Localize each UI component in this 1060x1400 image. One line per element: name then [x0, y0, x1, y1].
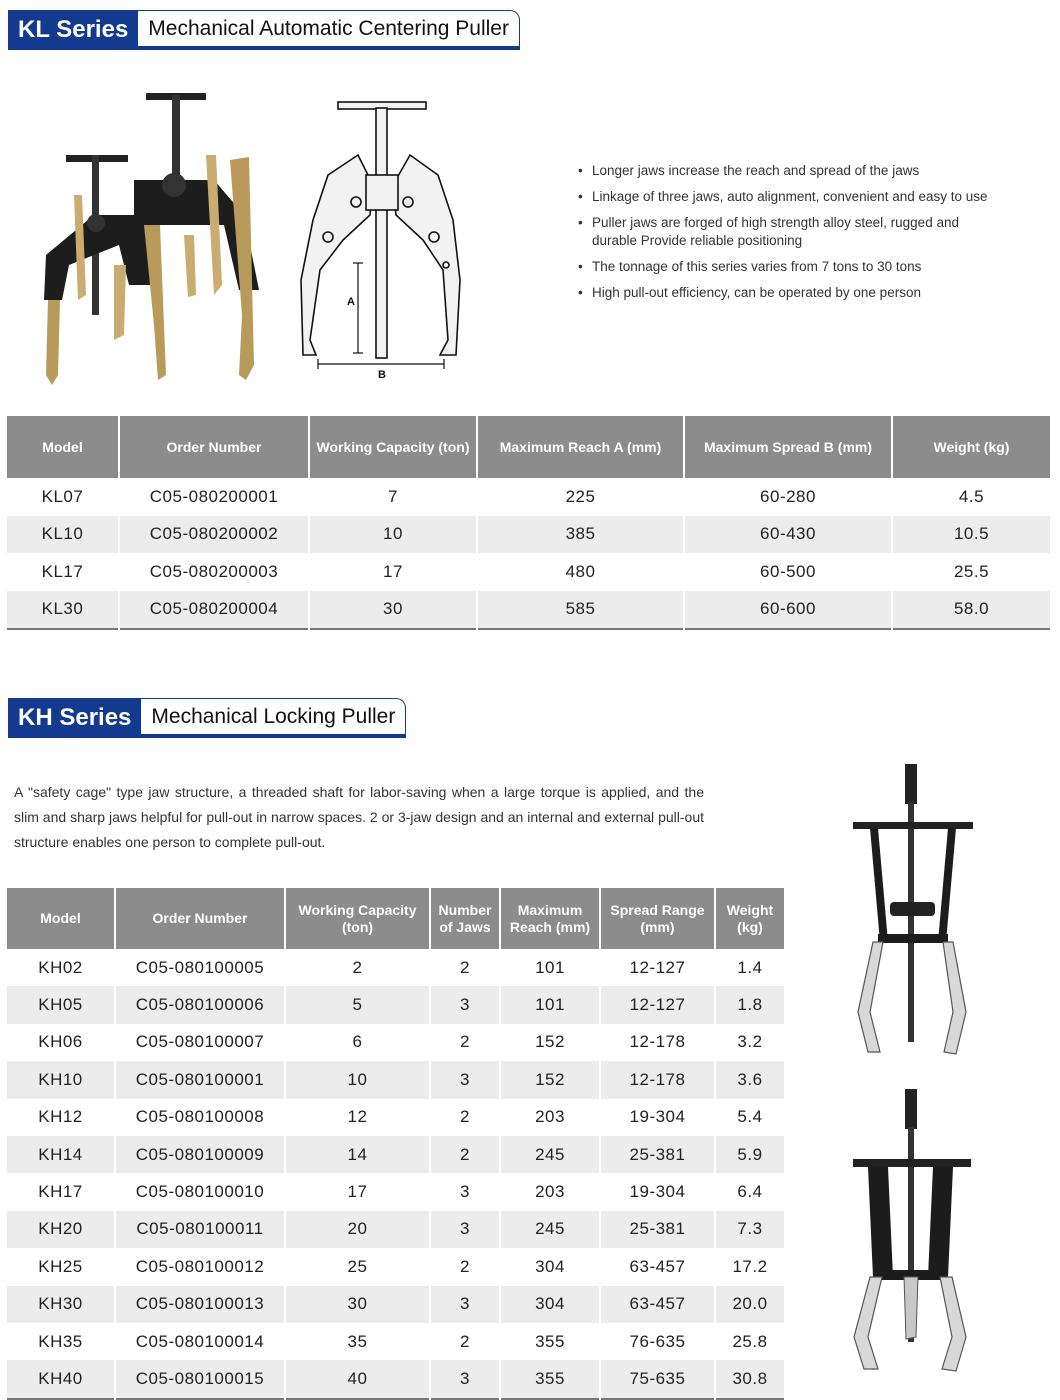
- kh-series-header: [8, 698, 406, 738]
- cell-spread: 19-304: [600, 1099, 715, 1136]
- col-header-capacity: Working Capacity (ton): [285, 888, 430, 949]
- table-row: [7, 1061, 784, 1098]
- cell-order-number: C05-080100001: [115, 1061, 285, 1098]
- cell-model: KL17: [7, 553, 119, 591]
- cell-weight: 20.0: [715, 1286, 784, 1323]
- kh-series-title: Mechanical Locking Puller: [141, 698, 406, 738]
- cell-reach: 152: [500, 1061, 600, 1098]
- cell-order-number: C05-080200002: [119, 516, 309, 554]
- cell-order-number: C05-080100013: [115, 1286, 285, 1323]
- cell-spread: 12-127: [600, 949, 715, 986]
- cell-weight: 5.9: [715, 1136, 784, 1173]
- cell-capacity: 30: [309, 591, 477, 630]
- kh-product-photo-two-jaw: [848, 762, 978, 1062]
- cell-model: KH30: [7, 1286, 115, 1323]
- cell-reach: 152: [500, 1024, 600, 1061]
- cell-weight: 17.2: [732, 1256, 768, 1276]
- cell-model: KH17: [7, 1173, 115, 1210]
- kl-series-title: Mechanical Automatic Centering Puller: [138, 10, 520, 50]
- cell-capacity: 40: [285, 1360, 430, 1398]
- cell-weight: 1.4: [737, 957, 763, 977]
- cell-spread: 12-178: [600, 1024, 715, 1061]
- cell-capacity: 17: [285, 1173, 430, 1210]
- cell-weight: 7.3: [715, 1211, 784, 1248]
- table-row: [7, 1211, 784, 1248]
- cell-jaws: 3: [430, 986, 500, 1023]
- cell-spread: 12-127: [600, 986, 715, 1023]
- cell-jaws: 2: [430, 1323, 500, 1360]
- cell-order-number: C05-080100005: [115, 949, 285, 986]
- cell-order-number: C05-080100015: [115, 1360, 285, 1398]
- cell-model: KH06: [7, 1024, 115, 1061]
- cell-model: KH35: [7, 1323, 115, 1360]
- cell-spread: 25-381: [600, 1136, 715, 1173]
- cell-order-number: C05-080200004: [119, 591, 309, 630]
- cell-capacity: 2: [285, 949, 430, 986]
- table-row: [7, 1286, 784, 1323]
- cell-spread: 76-635: [600, 1323, 715, 1360]
- cell-reach: 355: [500, 1323, 600, 1360]
- col-header-weight: Weight (kg): [892, 416, 1050, 478]
- col-header-reach: Maximum Reach A (mm): [477, 416, 684, 478]
- cell-weight: 3.2: [737, 1032, 763, 1052]
- cell-weight: 5.4: [737, 1107, 763, 1127]
- table-header-row: [7, 888, 784, 949]
- table-row: [7, 1360, 784, 1398]
- kl-series-tag: KL Series: [8, 10, 138, 50]
- cell-model: KH14: [7, 1136, 115, 1173]
- cell-weight: 3.6: [715, 1061, 784, 1098]
- kh-series-tag: KH Series: [8, 698, 141, 738]
- cell-capacity: 7: [309, 478, 477, 516]
- cell-jaws: 2: [430, 1024, 500, 1061]
- table-row: [7, 591, 1050, 630]
- cell-reach: 225: [477, 478, 684, 516]
- table-row: [7, 1099, 784, 1136]
- col-header-model: Model: [7, 888, 115, 949]
- cell-order-number: C05-080200003: [119, 553, 309, 591]
- cell-reach: 245: [500, 1211, 600, 1248]
- cell-weight: 10.5: [892, 516, 1050, 554]
- cell-jaws: 3: [430, 1061, 500, 1098]
- cell-reach: 480: [477, 553, 684, 591]
- cell-model: KH20: [7, 1211, 115, 1248]
- table-row: [7, 553, 1050, 591]
- cell-spread: 12-178: [600, 1061, 715, 1098]
- cell-capacity: 35: [285, 1323, 430, 1360]
- cell-order-number: C05-080100009: [115, 1136, 285, 1173]
- table-row: [7, 986, 784, 1023]
- cell-model: KH02: [7, 949, 115, 986]
- cell-capacity: 10: [285, 1061, 430, 1098]
- cell-capacity: 5: [285, 986, 430, 1023]
- col-header-spread: Maximum Spread B (mm): [684, 416, 892, 478]
- cell-capacity: 10: [309, 516, 477, 554]
- cell-spread: 60-600: [684, 591, 892, 630]
- table-row: [7, 1248, 784, 1285]
- cell-model: KH40: [7, 1360, 115, 1398]
- table-row: [7, 1323, 784, 1360]
- cell-spread: 25-381: [600, 1211, 715, 1248]
- table-row: [7, 1024, 784, 1061]
- cell-weight: 25.5: [953, 561, 990, 581]
- cell-jaws: 3: [430, 1211, 500, 1248]
- cell-weight: 4.5: [958, 486, 985, 506]
- cell-jaws: 3: [430, 1360, 500, 1398]
- feature-item: • High pull-out efficiency, can be operated by one person: [576, 284, 996, 302]
- cell-order-number: C05-080100014: [115, 1323, 285, 1360]
- cell-model: KL07: [7, 478, 119, 516]
- cell-weight: 6.4: [737, 1182, 763, 1202]
- table-row: [7, 1136, 784, 1173]
- cell-jaws: 3: [430, 1173, 500, 1210]
- cell-order-number: C05-080100007: [115, 1024, 285, 1061]
- kh-spec-table: [7, 888, 784, 1400]
- diagram-label-b: B: [378, 369, 386, 381]
- cell-weight: 30.8: [715, 1360, 784, 1398]
- cell-capacity: 14: [285, 1136, 430, 1173]
- cell-model: KH05: [7, 986, 115, 1023]
- kl-feature-list: [576, 162, 996, 310]
- kh-description: A "safety cage" type jaw structure, a threaded shaft for labor-saving when a large torque is applied, and the slim and sharp jaws helpful for pull-out in narrow spaces. 2 or 3-jaw design and an internal and external pull-out structure enables one person to complete pull-out.: [14, 784, 704, 850]
- cell-spread: 60-430: [684, 516, 892, 554]
- col-header-spread: Spread Range (mm): [600, 888, 715, 949]
- cell-spread: 63-457: [600, 1248, 715, 1285]
- cell-jaws: 2: [430, 1099, 500, 1136]
- feature-item: • Puller jaws are forged of high strength alloy steel, rugged and durable Provide reliable positioning: [576, 214, 996, 250]
- cell-order-number: C05-080100010: [115, 1173, 285, 1210]
- kh-table-body: [7, 949, 784, 1399]
- cell-spread: 60-280: [684, 478, 892, 516]
- table-row: [7, 949, 784, 986]
- cell-capacity: 20: [285, 1211, 430, 1248]
- kl-diagram: [298, 100, 468, 385]
- cell-reach: 203: [500, 1173, 600, 1210]
- cell-capacity: 25: [285, 1248, 430, 1285]
- cell-model: KH10: [7, 1061, 115, 1098]
- cell-spread: 60-500: [684, 553, 892, 591]
- kl-spec-table: [7, 416, 1050, 630]
- cell-weight: 58.0: [892, 591, 1050, 630]
- cell-jaws: 2: [430, 1136, 500, 1173]
- cell-weight: 25.8: [732, 1331, 768, 1351]
- cell-model: KL30: [7, 591, 119, 630]
- col-header-model: Model: [7, 416, 119, 478]
- diagram-label-a: A: [347, 296, 355, 308]
- cell-model: KL10: [7, 516, 119, 554]
- col-header-capacity: Working Capacity (ton): [309, 416, 477, 478]
- cell-model: KH25: [7, 1248, 115, 1285]
- cell-spread: 63-457: [600, 1286, 715, 1323]
- table-row: [7, 1173, 784, 1210]
- col-header-reach: Maximum Reach (mm): [500, 888, 600, 949]
- kl-series-header: [8, 10, 520, 50]
- col-header-weight: Weight (kg): [715, 888, 784, 949]
- feature-item: • The tonnage of this series varies from 7 tons to 30 tons: [576, 258, 996, 276]
- cell-order-number: C05-080100008: [115, 1099, 285, 1136]
- kl-product-photo: [34, 85, 274, 390]
- feature-item: • Longer jaws increase the reach and spread of the jaws: [576, 162, 996, 180]
- col-header-order-number: Order Number: [119, 416, 309, 478]
- cell-reach: 245: [500, 1136, 600, 1173]
- cell-capacity: 17: [309, 553, 477, 591]
- cell-reach: 101: [500, 949, 600, 986]
- cell-jaws: 2: [430, 949, 500, 986]
- feature-item: • Linkage of three jaws, auto alignment, convenient and easy to use: [576, 188, 996, 206]
- cell-spread: 75-635: [600, 1360, 715, 1398]
- cell-order-number: C05-080100006: [115, 986, 285, 1023]
- col-header-jaws: Number of Jaws: [430, 888, 500, 949]
- cell-order-number: C05-080100011: [115, 1211, 285, 1248]
- cell-jaws: 2: [430, 1248, 500, 1285]
- cell-order-number: C05-080100012: [115, 1248, 285, 1285]
- table-row: [7, 478, 1050, 516]
- cell-spread: 19-304: [600, 1173, 715, 1210]
- cell-reach: 101: [500, 986, 600, 1023]
- col-header-order-number: Order Number: [115, 888, 285, 949]
- table-row: [7, 516, 1050, 554]
- kh-product-photo-three-jaw: [848, 1087, 978, 1377]
- cell-reach: 585: [477, 591, 684, 630]
- cell-reach: 385: [477, 516, 684, 554]
- cell-capacity: 6: [285, 1024, 430, 1061]
- cell-model: KH12: [7, 1099, 115, 1136]
- cell-jaws: 3: [430, 1286, 500, 1323]
- cell-reach: 304: [500, 1286, 600, 1323]
- cell-reach: 304: [500, 1248, 600, 1285]
- cell-reach: 355: [500, 1360, 600, 1398]
- cell-weight: 1.8: [715, 986, 784, 1023]
- cell-order-number: C05-080200001: [119, 478, 309, 516]
- table-header-row: [7, 416, 1050, 478]
- cell-capacity: 30: [285, 1286, 430, 1323]
- cell-capacity: 12: [285, 1099, 430, 1136]
- cell-reach: 203: [500, 1099, 600, 1136]
